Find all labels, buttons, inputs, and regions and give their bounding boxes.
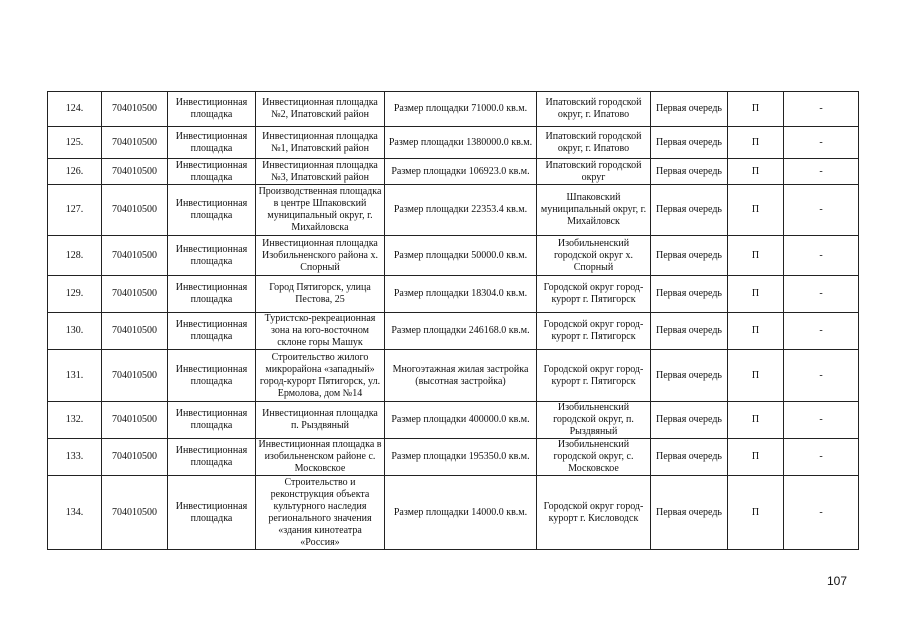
row-code: 704010500: [102, 350, 168, 402]
row-note: -: [784, 276, 859, 313]
row-mark: П: [728, 127, 784, 159]
row-object-name: Инвестиционная площадка Изобильненского района х. Спорный: [256, 236, 385, 276]
row-object-name: Инвестиционная площадка №3, Ипатовский район: [256, 159, 385, 185]
table-row: [48, 402, 859, 439]
row-object-type: Инвестиционная площадка: [168, 236, 256, 276]
table-row: [48, 127, 859, 159]
row-note: -: [784, 350, 859, 402]
row-object-type: Инвестиционная площадка: [168, 185, 256, 236]
row-location: Ипатовский городской округ, г. Ипатово: [537, 92, 651, 127]
row-note: -: [784, 313, 859, 350]
row-object-type: Инвестиционная площадка: [168, 92, 256, 127]
row-note: -: [784, 476, 859, 550]
row-mark: П: [728, 185, 784, 236]
row-mark: П: [728, 313, 784, 350]
row-object-name: Город Пятигорск, улица Пестова, 25: [256, 276, 385, 313]
table-row: [48, 439, 859, 476]
row-object-size: Размер площадки 50000.0 кв.м.: [385, 236, 537, 276]
row-note: -: [784, 159, 859, 185]
row-object-name: Инвестиционная площадка №2, Ипатовский район: [256, 92, 385, 127]
row-object-type: Инвестиционная площадка: [168, 127, 256, 159]
row-queue: Первая очередь: [651, 313, 728, 350]
row-queue: Первая очередь: [651, 236, 728, 276]
row-location: Изобильненский городской округ, п. Рыздвяный: [537, 402, 651, 439]
row-queue: Первая очередь: [651, 476, 728, 550]
row-code: 704010500: [102, 313, 168, 350]
row-note: -: [784, 185, 859, 236]
row-note: -: [784, 236, 859, 276]
row-code: 704010500: [102, 439, 168, 476]
row-queue: Первая очередь: [651, 127, 728, 159]
row-mark: П: [728, 276, 784, 313]
row-queue: Первая очередь: [651, 350, 728, 402]
row-number: 130.: [48, 313, 102, 350]
row-mark: П: [728, 236, 784, 276]
row-object-name: Туристско-рекреационная зона на юго-восточном склоне горы Машук: [256, 313, 385, 350]
row-object-size: Размер площадки 22353.4 кв.м.: [385, 185, 537, 236]
row-note: -: [784, 402, 859, 439]
table-row: [48, 159, 859, 185]
row-object-type: Инвестиционная площадка: [168, 439, 256, 476]
row-object-type: Инвестиционная площадка: [168, 159, 256, 185]
row-code: 704010500: [102, 185, 168, 236]
row-object-type: Инвестиционная площадка: [168, 350, 256, 402]
row-object-size: Многоэтажная жилая застройка (высотная застройка): [385, 350, 537, 402]
row-number: 131.: [48, 350, 102, 402]
row-note: -: [784, 439, 859, 476]
row-object-type: Инвестиционная площадка: [168, 402, 256, 439]
table-row: [48, 92, 859, 127]
row-number: 133.: [48, 439, 102, 476]
row-object-size: Размер площадки 18304.0 кв.м.: [385, 276, 537, 313]
table-row: [48, 350, 859, 402]
table-row: [48, 276, 859, 313]
row-location: Ипатовский городской округ: [537, 159, 651, 185]
row-number: 128.: [48, 236, 102, 276]
row-object-name: Строительство жилого микрорайона «западный» город-курорт Пятигорск, ул. Ермолова, дом №14: [256, 350, 385, 402]
row-queue: Первая очередь: [651, 439, 728, 476]
row-queue: Первая очередь: [651, 276, 728, 313]
row-code: 704010500: [102, 276, 168, 313]
row-object-size: Размер площадки 71000.0 кв.м.: [385, 92, 537, 127]
row-code: 704010500: [102, 92, 168, 127]
row-mark: П: [728, 476, 784, 550]
row-object-name: Инвестиционная площадка в изобильненском районе с. Московское: [256, 439, 385, 476]
page-number: 107: [826, 574, 847, 588]
row-note: -: [784, 127, 859, 159]
row-mark: П: [728, 402, 784, 439]
row-note: -: [784, 92, 859, 127]
row-queue: Первая очередь: [651, 159, 728, 185]
registry-table: [47, 91, 859, 550]
row-location: Ипатовский городской округ, г. Ипатово: [537, 127, 651, 159]
row-location: Городской округ город-курорт г. Кисловодск: [537, 476, 651, 550]
row-mark: П: [728, 439, 784, 476]
row-location: Изобильненский городской округ х. Спорный: [537, 236, 651, 276]
row-object-name: Инвестиционная площадка №1, Ипатовский район: [256, 127, 385, 159]
row-location: Городской округ город-курорт г. Пятигорск: [537, 313, 651, 350]
row-number: 129.: [48, 276, 102, 313]
row-queue: Первая очередь: [651, 92, 728, 127]
row-code: 704010500: [102, 402, 168, 439]
table-row: [48, 313, 859, 350]
table-body: [48, 92, 859, 550]
row-number: 125.: [48, 127, 102, 159]
row-object-size: Размер площадки 106923.0 кв.м.: [385, 159, 537, 185]
row-object-name: Инвестиционная площадка п. Рыздвяный: [256, 402, 385, 439]
row-number: 127.: [48, 185, 102, 236]
row-object-name: Производственная площадка в центре Шпаковский муниципальный округ, г. Михайловска: [256, 185, 385, 236]
row-object-size: Размер площадки 195350.0 кв.м.: [385, 439, 537, 476]
row-code: 704010500: [102, 159, 168, 185]
table-row: [48, 185, 859, 236]
row-location: Изобильненский городской округ, с. Московское: [537, 439, 651, 476]
row-code: 704010500: [102, 236, 168, 276]
row-number: 126.: [48, 159, 102, 185]
row-number: 134.: [48, 476, 102, 550]
row-object-size: Размер площадки 246168.0 кв.м.: [385, 313, 537, 350]
row-object-type: Инвестиционная площадка: [168, 313, 256, 350]
row-queue: Первая очередь: [651, 185, 728, 236]
row-object-size: Размер площадки 1380000.0 кв.м.: [385, 127, 537, 159]
row-number: 124.: [48, 92, 102, 127]
row-location: Шпаковский муниципальный округ, г. Михайловск: [537, 185, 651, 236]
row-number: 132.: [48, 402, 102, 439]
row-object-type: Инвестиционная площадка: [168, 276, 256, 313]
row-object-type: Инвестиционная площадка: [168, 476, 256, 550]
row-mark: П: [728, 92, 784, 127]
table-row: [48, 476, 859, 550]
row-mark: П: [728, 350, 784, 402]
row-mark: П: [728, 159, 784, 185]
row-code: 704010500: [102, 127, 168, 159]
row-location: Городской округ город-курорт г. Пятигорск: [537, 276, 651, 313]
table-row: [48, 236, 859, 276]
row-queue: Первая очередь: [651, 402, 728, 439]
row-object-size: Размер площадки 400000.0 кв.м.: [385, 402, 537, 439]
row-code: 704010500: [102, 476, 168, 550]
row-object-name: Строительство и реконструкция объекта культурного наследия регионального значения «здания кинотеатра «Россия»: [256, 476, 385, 550]
row-location: Городской округ город-курорт г. Пятигорск: [537, 350, 651, 402]
row-object-size: Размер площадки 14000.0 кв.м.: [385, 476, 537, 550]
